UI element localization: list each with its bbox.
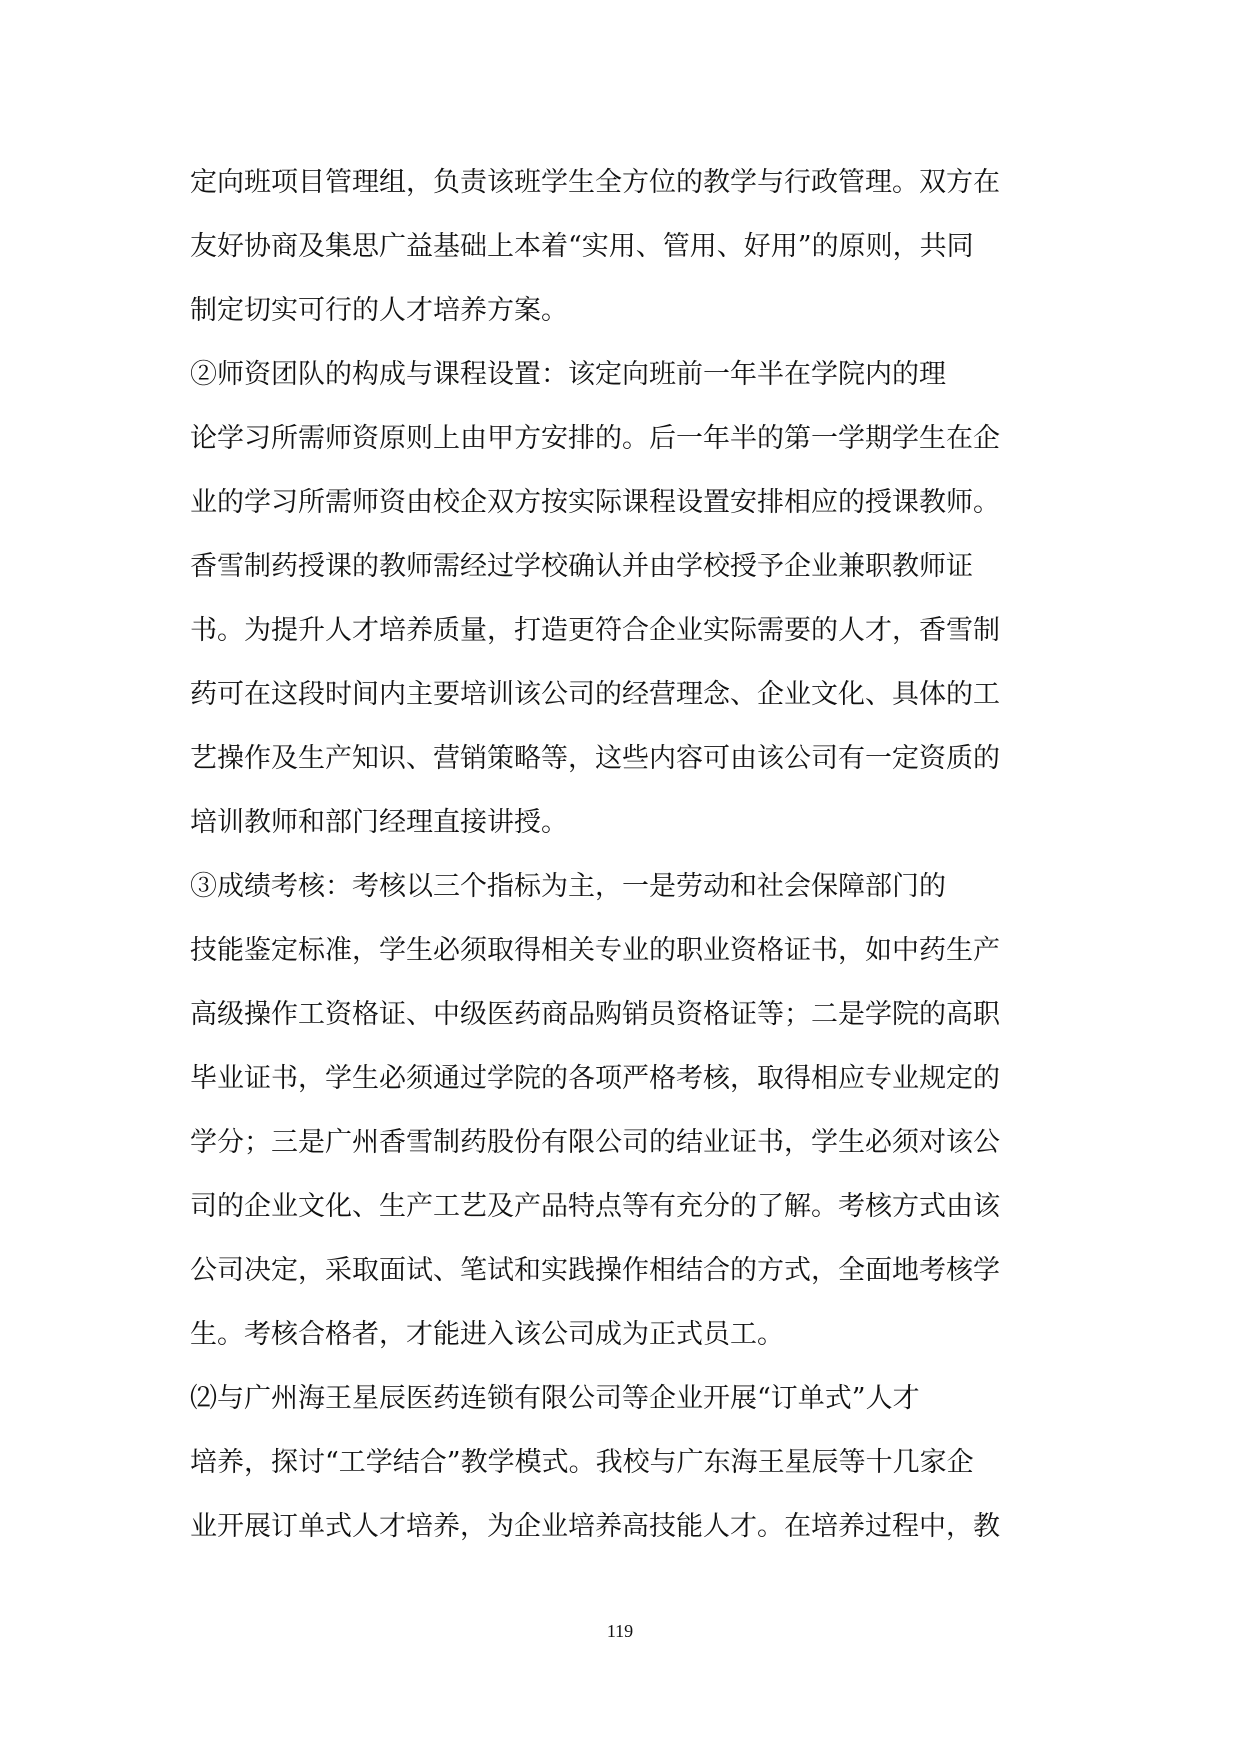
text-line: 生。考核合格者，才能进入该公司成为正式员工。: [190, 1319, 784, 1350]
text-line: 学分；三是广州香雪制药股份有限公司的结业证书，学生必须对该公: [190, 1127, 1000, 1158]
text-line: ③成绩考核：考核以三个指标为主，一是劳动和社会保障部门的: [190, 871, 946, 902]
text-line: 艺操作及生产知识、营销策略等，这些内容可由该公司有一定资质的: [190, 743, 1000, 774]
text-line: 制定切实可行的人才培养方案。: [190, 295, 568, 326]
text-line: 定向班项目管理组，负责该班学生全方位的教学与行政管理。双方在: [190, 167, 1000, 198]
text-line: ②师资团队的构成与课程设置：该定向班前一年半在学院内的理: [190, 359, 946, 390]
text-line: 公司决定，采取面试、笔试和实践操作相结合的方式，全面地考核学: [190, 1255, 1000, 1286]
text-line: ⑵与广州海王星辰医药连锁有限公司等企业开展“订单式”人才: [190, 1383, 920, 1414]
text-line: 书。为提升人才培养质量，打造更符合企业实际需要的人才，香雪制: [190, 615, 1000, 646]
text-line: 业的学习所需师资由校企双方按实际课程设置安排相应的授课教师。: [190, 487, 1000, 518]
text-line: 药可在这段时间内主要培训该公司的经营理念、企业文化、具体的工: [190, 679, 1000, 710]
text-line: 培养，探讨“工学结合”教学模式。我校与广东海王星辰等十几家企: [190, 1447, 974, 1478]
text-line: 香雪制药授课的教师需经过学校确认并由学校授予企业兼职教师证: [190, 551, 973, 582]
text-line: 培训教师和部门经理直接讲授。: [190, 807, 568, 838]
text-line: 技能鉴定标准，学生必须取得相关专业的职业资格证书，如中药生产: [190, 935, 1000, 966]
page-number: 119: [606, 1621, 634, 1641]
text-line: 论学习所需师资原则上由甲方安排的。后一年半的第一学期学生在企: [190, 423, 1000, 454]
text-line: 毕业证书，学生必须通过学院的各项严格考核，取得相应专业规定的: [190, 1063, 1000, 1094]
text-line: 高级操作工资格证、中级医药商品购销员资格证等；二是学院的高职: [190, 999, 1000, 1030]
text-line: 业开展订单式人才培养，为企业培养高技能人才。在培养过程中，教: [190, 1511, 1000, 1542]
text-line: 友好协商及集思广益基础上本着“实用、管用、好用”的原则，共同: [190, 231, 974, 262]
text-line: 司的企业文化、生产工艺及产品特点等有充分的了解。考核方式由该: [190, 1191, 1000, 1222]
